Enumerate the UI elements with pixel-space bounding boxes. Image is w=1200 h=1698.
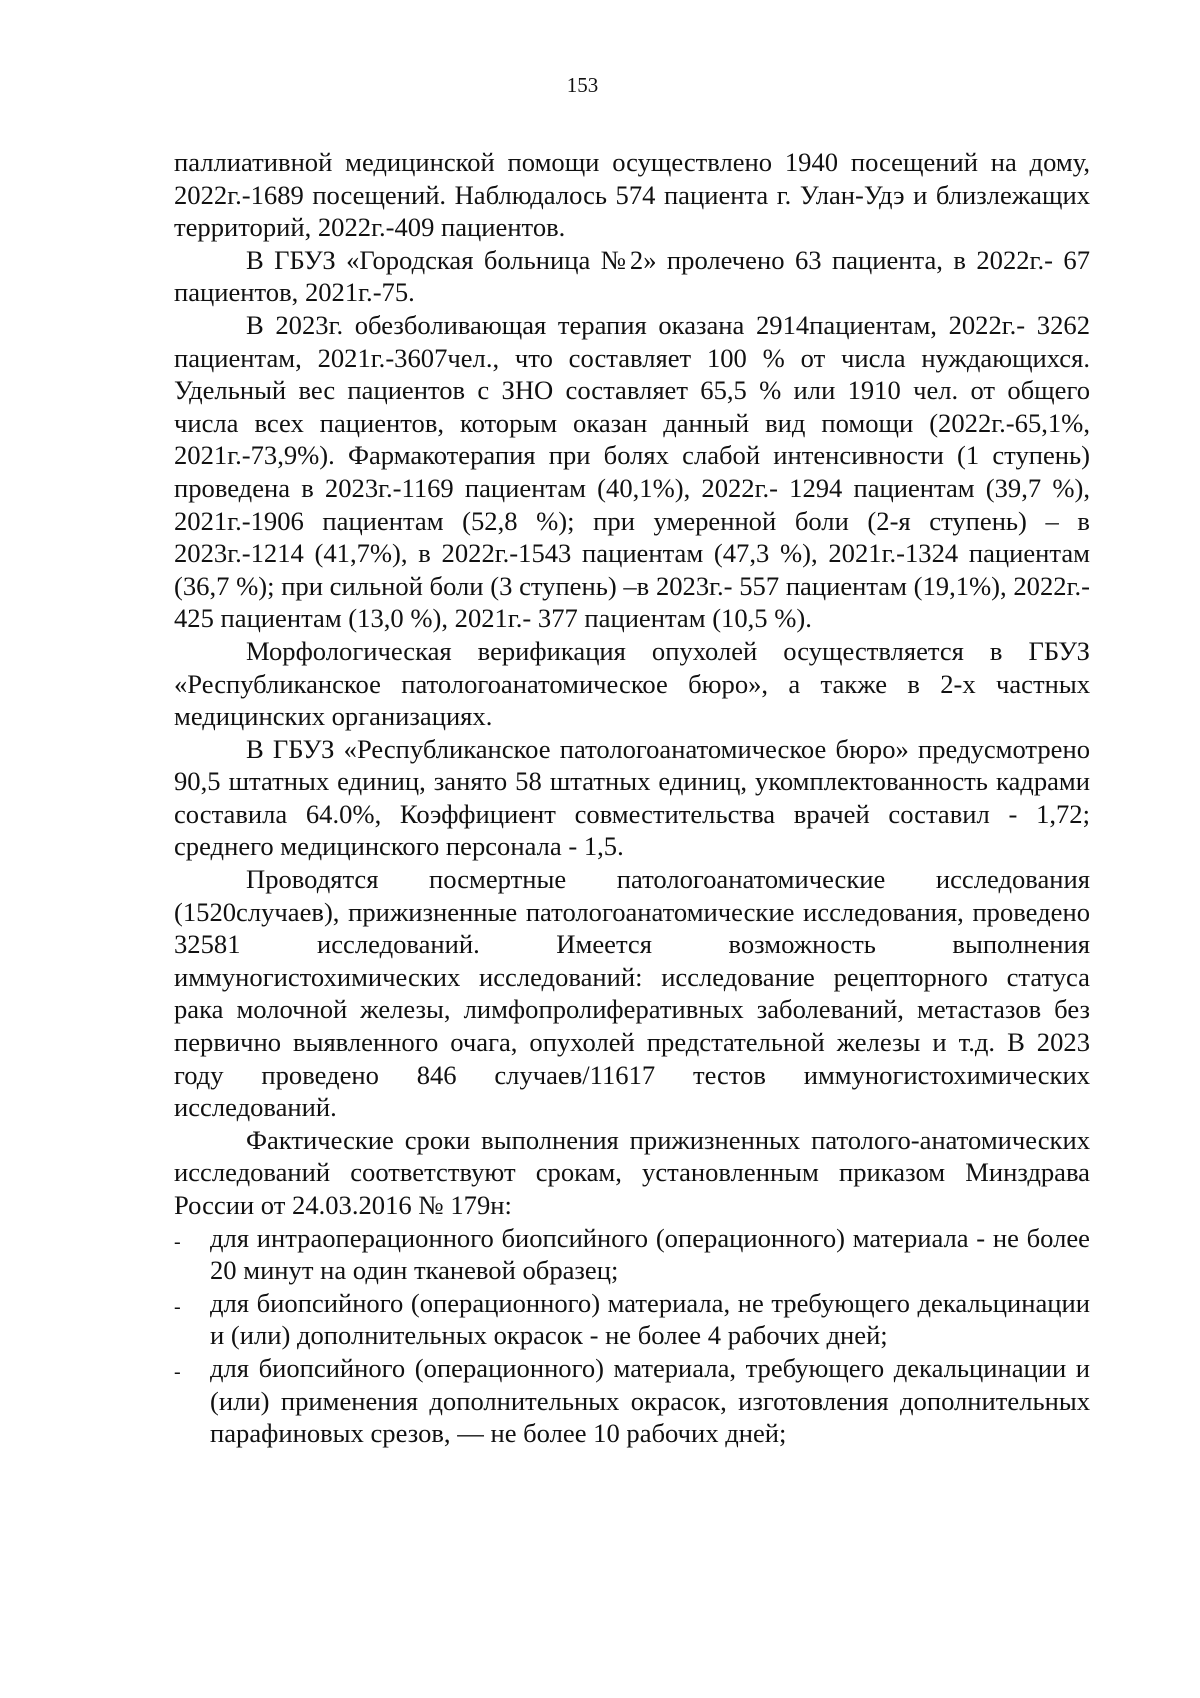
list-item-text: для интраоперационного биопсийного (операционного) материала - не более 20 минут на один тканевой образец;	[210, 1222, 1090, 1286]
paragraph-staffing: В ГБУЗ «Республиканское патологоанатомическое бюро» предусмотрено 90,5 штатных единиц, занято 58 штатных единиц, укомплектованность кадрами составила 64.0%, Коэффициент совместительства врачей составил - 1,72; среднего медицинского персонала - 1,5.	[174, 733, 1090, 862]
deadline-list	[174, 1222, 1090, 1450]
list-item-text: для биопсийного (операционного) материала, требующего декальцинации и (или) применения дополнительных окрасок, изготовления дополнительных парафиновых срезов, — не более 10 рабочих дней;	[210, 1352, 1090, 1449]
paragraph-study-deadlines: Фактические сроки выполнения прижизненных патолого-анатомических исследований соответствуют срокам, установленным приказом Минздрава России от 24.03.2016 № 179н:	[174, 1124, 1090, 1220]
document-body	[174, 146, 1090, 1450]
paragraph-pain-therapy: В 2023г. обезболивающая терапия оказана 2914пациентам, 2022г.- 3262 пациентам, 2021г.-3607чел., что составляет 100 % от числа нуждающихся. Удельный вес пациентов с ЗНО составляет 65,5 % или 1910 чел. от общего числа всех пациентов, которым оказан данный вид помощи (2022г.-65,1%, 2021г.-73,9%). Фармакотерапия при болях слабой интенсивности (1 ступень) проведена в 2023г.-1169 пациентам (40,1%), 2022г.- 1294 пациентам (39,7 %), 2021г.-1906 пациентам (52,8 %); при умеренной боли (2-я ступень) – в 2023г.-1214 (41,7%), в 2022г.-1543 пациентам (47,3 %), 2021г.-1324 пациентам (36,7 %); при сильной боли (3 ступень) –в 2023г.- 557 пациентам (19,1%), 2022г.- 425 пациентам (13,0 %), 2021г.- 377 пациентам (10,5 %).	[174, 309, 1090, 634]
list-item	[174, 1287, 1090, 1352]
dash-bullet-icon: -	[174, 1230, 181, 1253]
list-item-text: для биопсийного (операционного) материала, не требующего декальцинации и (или) дополнительных окрасок - не более 4 рабочих дней;	[210, 1287, 1090, 1351]
list-item	[174, 1222, 1090, 1287]
paragraph-morphological-verification: Морфологическая верификация опухолей осуществляется в ГБУЗ «Республиканское патологоанатомическое бюро», а также в 2-х частных медицинских организациях.	[174, 635, 1090, 732]
list-item	[174, 1352, 1090, 1450]
page-number: 153	[566, 73, 599, 97]
dash-bullet-icon: -	[174, 1360, 181, 1383]
paragraph-pathology-studies: Проводятся посмертные патологоанатомические исследования (1520случаев), прижизненные патологоанатомические исследования, проведено 32581 исследований. Имеется возможность выполнения иммуногистохимических исследований: исследование рецепторного статуса рака молочной железы, лимфопролиферативных заболеваний, метастазов без первично выявленного очага, опухолей предстательной железы и т.д. В 2023 году проведено 846 случаев/11617 тестов иммуногистохимических исследований.	[174, 864, 1090, 1123]
paragraph-city-hospital: В ГБУЗ «Городская больница №2» пролечено 63 пациента, в 2022г.- 67 пациентов, 2021г.-75.	[174, 244, 1090, 308]
dash-bullet-icon: -	[174, 1295, 181, 1318]
paragraph-continued: паллиативной медицинской помощи осуществлено 1940 посещений на дому, 2022г.-1689 посещений. Наблюдалось 574 пациента г. Улан-Удэ и близлежащих территорий, 2022г.-409 пациентов.	[174, 147, 1090, 243]
